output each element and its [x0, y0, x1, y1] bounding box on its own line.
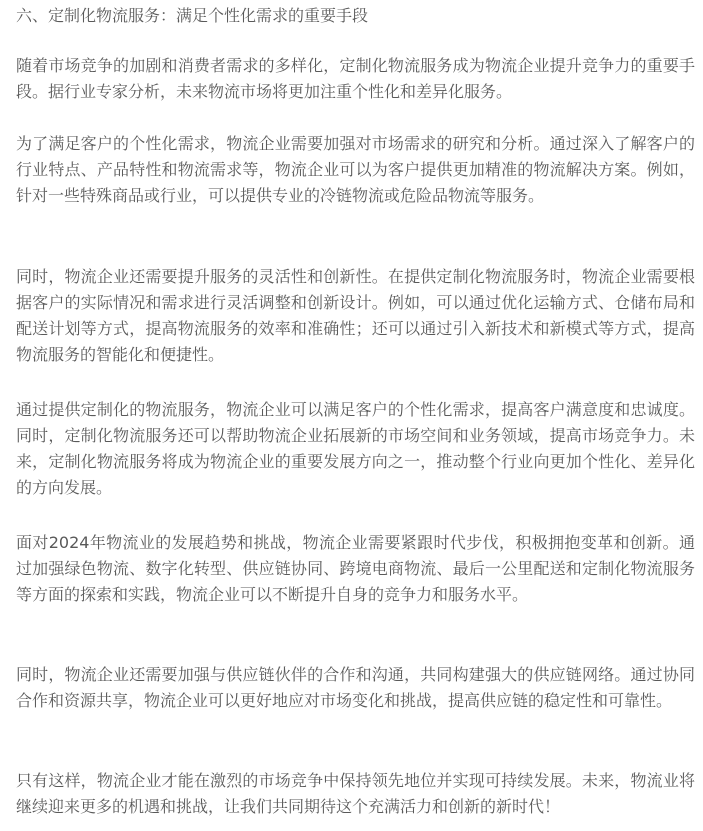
- section-heading: 六、定制化物流服务：满足个性化需求的重要手段: [16, 6, 369, 25]
- paragraph-6: 同时，物流企业还需要加强与供应链伙伴的合作和沟通，共同构建强大的供应链网络。通过协同合作和资源共享，物流企业可以更好地应对市场变化和挑战，提高供应链的稳定性和可靠性。: [16, 665, 695, 710]
- paragraph-5: 面对2024年物流业的发展趋势和挑战，物流企业需要紧跟时代步伐，积极拥抱变革和创新。通过加强绿色物流、数字化转型、供应链协同、跨境电商物流、最后一公里配送和定制化物流服务等方面的探索和实践，物流企业可以不断提升自身的竞争力和服务水平。: [16, 533, 695, 604]
- paragraph-3: 同时，物流企业还需要提升服务的灵活性和创新性。在提供定制化物流服务时，物流企业需要根据客户的实际情况和需求进行灵活调整和创新设计。例如，可以通过优化运输方式、仓储布局和配送计划等方式，提高物流服务的效率和准确性；还可以通过引入新技术和新模式等方式，提高物流服务的智能化和便捷性。: [16, 267, 695, 364]
- paragraph-2: 为了满足客户的个性化需求，物流企业需要加强对市场需求的研究和分析。通过深入了解客户的行业特点、产品特性和物流需求等，物流企业可以为客户提供更加精准的物流解决方案。例如，针对一些特殊商品或行业，可以提供专业的冷链物流或危险品物流等服务。: [16, 134, 695, 205]
- paragraph-4: 通过提供定制化的物流服务，物流企业可以满足客户的个性化需求，提高客户满意度和忠诚度。同时，定制化物流服务还可以帮助物流企业拓展新的市场空间和业务领域，提高市场竞争力。未来，定制化物流服务将成为物流企业的重要发展方向之一，推动整个行业向更加个性化、差异化的方向发展。: [16, 400, 695, 497]
- paragraph-7: 只有这样，物流企业才能在激烈的市场竞争中保持领先地位并实现可持续发展。未来，物流业将继续迎来更多的机遇和挑战，让我们共同期待这个充满活力和创新的新时代！: [16, 771, 695, 816]
- paragraph-1: 随着市场竞争的加剧和消费者需求的多样化，定制化物流服务成为物流企业提升竞争力的重要手段。据行业专家分析，未来物流市场将更加注重个性化和差异化服务。: [16, 56, 695, 101]
